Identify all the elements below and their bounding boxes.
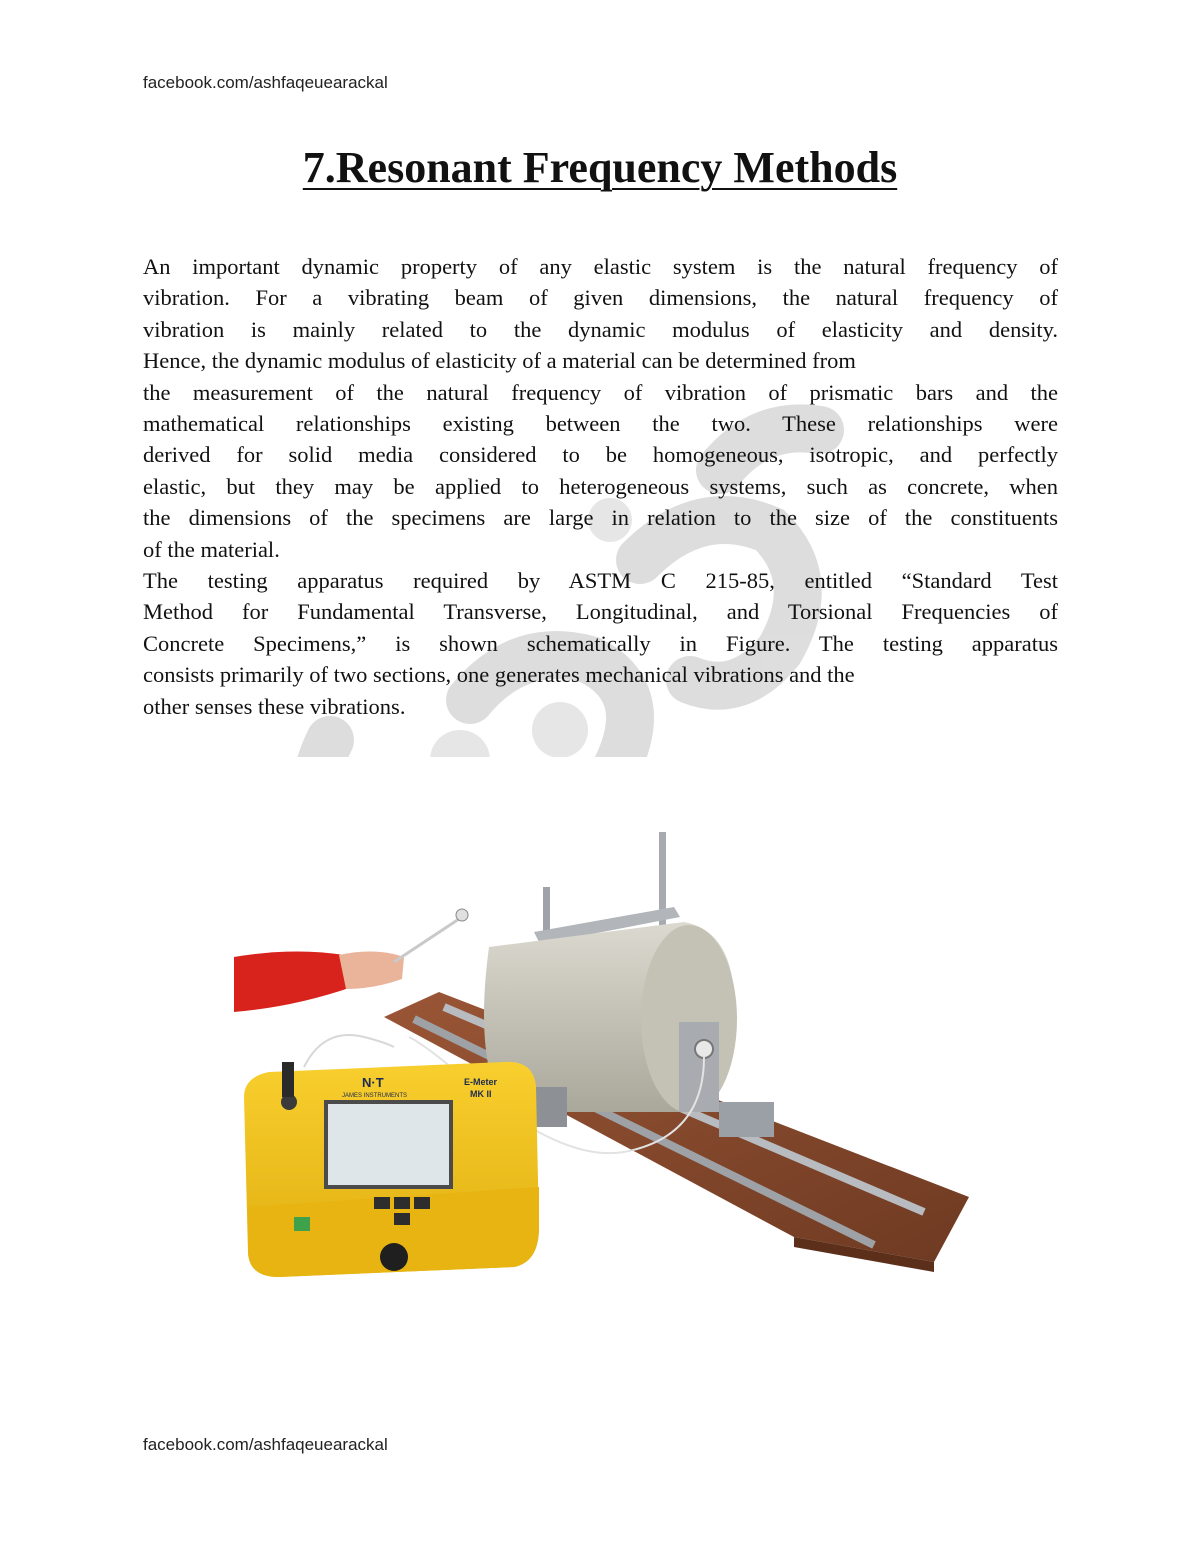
text-line: of the material. — [143, 536, 280, 562]
text-line: Concrete Specimens,” is shown schematically in Figure. The testing apparatus — [143, 630, 1058, 656]
power-button — [294, 1217, 310, 1231]
text-line: Method for Fundamental Transverse, Longitudinal, and Torsional Frequencies of — [143, 599, 1058, 625]
support-block-right — [719, 1102, 774, 1137]
text-line: consists primarily of two sections, one generates mechanical vibrations and the — [143, 662, 855, 688]
device-model-sub: MK II — [470, 1089, 492, 1099]
device-maker: JAMES INSTRUMENTS — [342, 1093, 408, 1099]
text-line: An important dynamic property of any elastic system is the natural frequency of — [143, 254, 1058, 279]
text-line: vibration is mainly related to the dynamic modulus of elasticity and density. — [143, 316, 1058, 342]
text-line: derived for solid media considered to be homogeneous, isotropic, and perfectly — [143, 442, 1058, 468]
device-brand: N·T — [362, 1075, 384, 1090]
impact-hammer-rod — [394, 917, 462, 962]
emeter-screen — [326, 1102, 451, 1187]
sensor-bracket — [679, 1022, 719, 1112]
keypad-button — [414, 1197, 430, 1209]
text-line: elastic, but they may be applied to heterogeneous systems, such as concrete, when — [143, 473, 1058, 499]
emeter-latch-knob — [380, 1243, 408, 1271]
text-line: other senses these vibrations. — [143, 693, 406, 719]
text-line: the measurement of the natural frequency of vibration of prismatic bars and the — [143, 379, 1058, 405]
support-block-left — [532, 1087, 567, 1127]
keypad-button — [374, 1197, 390, 1209]
keypad-button — [394, 1213, 410, 1225]
keypad-button — [394, 1197, 410, 1209]
red-sleeve — [234, 951, 352, 1012]
text-line: The testing apparatus required by ASTM C 215-85, entitled “Standard Test — [143, 568, 1058, 594]
hammer-cable — [304, 1035, 394, 1067]
header-link[interactable]: facebook.com/ashfaqeuearackal — [143, 73, 388, 92]
text-line: Hence, the dynamic modulus of elasticity of a material can be determined from — [143, 348, 856, 374]
device-model: E-Meter — [464, 1077, 498, 1087]
footer-link[interactable]: facebook.com/ashfaqeuearackal — [143, 1435, 388, 1454]
text-line: mathematical relationships existing between the two. These relationships were — [143, 411, 1058, 437]
text-line: vibration. For a vibrating beam of given dimensions, the natural frequency of — [143, 285, 1058, 311]
hand — [339, 951, 404, 989]
bnc-connector — [282, 1062, 294, 1097]
body-text — [143, 251, 1058, 722]
accelerometer — [695, 1040, 713, 1058]
impact-hammer-ball — [456, 909, 468, 921]
page-title: 7.Resonant Frequency Methods — [302, 143, 898, 192]
apparatus-illustration — [234, 757, 969, 1297]
text-line: the dimensions of the specimens are large in relation to the size of the constituents — [143, 505, 1058, 531]
apparatus-photo — [234, 757, 969, 1297]
